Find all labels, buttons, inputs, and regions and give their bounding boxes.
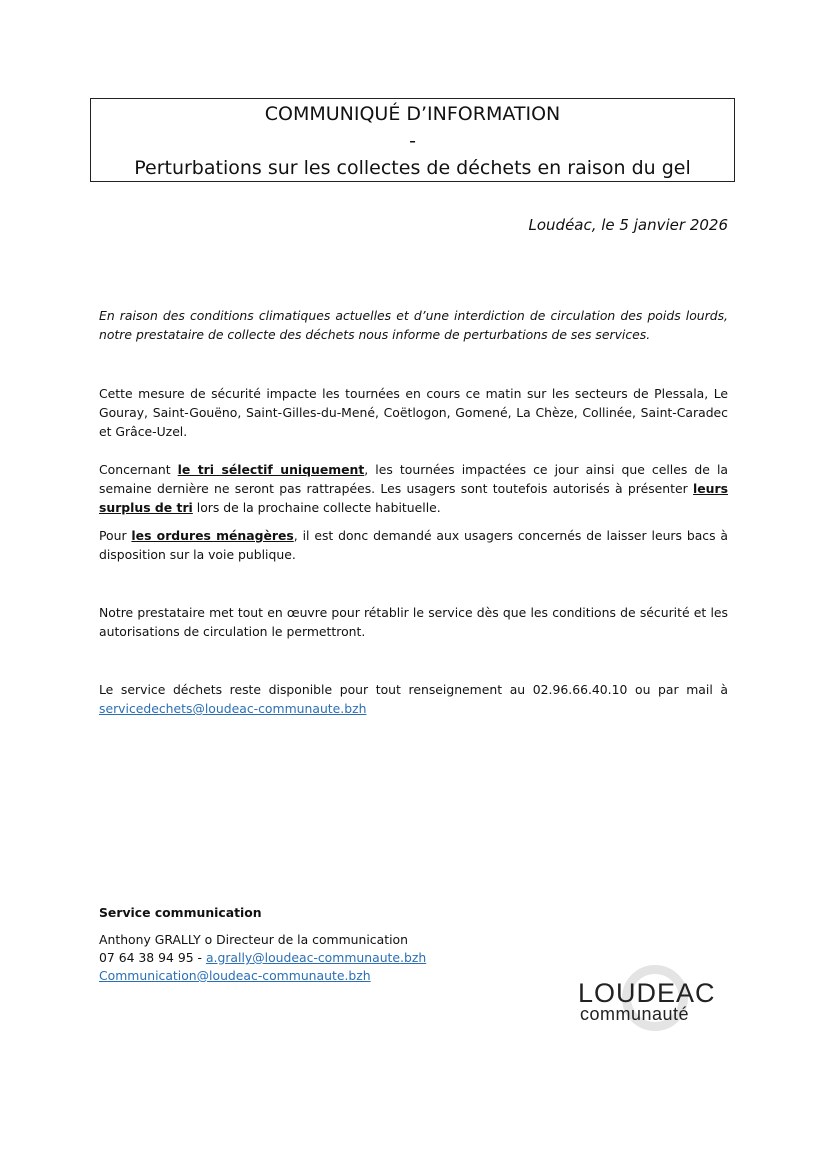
document-date: Loudéac, le 5 janvier 2026 <box>528 216 728 234</box>
paragraph-sectors: Cette mesure de sécurité impacte les tournées en cours ce matin sur les secteurs de Plessala, Le Gouray, Saint-Gouëno, Saint-Gilles-du-Mené, Coëtlogon, Gomené, La Chèze, Collinée, Saint-Caradec et Grâce-Uzel. <box>99 386 728 439</box>
signature-title: Service communication <box>99 905 262 920</box>
p4-text-a: Pour <box>99 528 132 543</box>
paragraph-ordures <box>99 526 728 564</box>
p3-text-e: lors de la prochaine collecte habituelle. <box>192 500 441 515</box>
p3-text-c: , les tournées impactées ce jour ainsi que celles de la semaine dernière ne seront pas rattrapées. Les usagers sont toutefois autorisés à présenter <box>99 462 728 496</box>
paragraph-tri-selectif <box>99 460 728 517</box>
loudeac-communaute-logo <box>572 965 742 1040</box>
signature-name: Anthony GRALLY o Directeur de la communication <box>99 932 408 947</box>
document-subtitle: Perturbations sur les collectes de déchets en raison du gel <box>134 157 691 179</box>
service-dechets-email-link[interactable]: servicedechets@loudeac-communaute.bzh <box>99 701 367 716</box>
p4-text-c: , il est donc demandé aux usagers concernés de laisser leurs bacs à disposition sur la voie publique. <box>99 528 729 562</box>
p6-text: Le service déchets reste disponible pour tout renseignement au 02.96.66.40.10 ou par mail à <box>99 682 728 697</box>
document-title: COMMUNIQUÉ D’INFORMATION <box>264 103 561 125</box>
paragraph-intro: En raison des conditions climatiques actuelles et d’une interdiction de circulation des poids lourds, notre prestataire de collecte des déchets nous informe de perturbations de ses services. <box>99 308 728 342</box>
tri-selectif-emphasis: le tri sélectif uniquement <box>177 462 365 477</box>
paragraph-service-restore: Notre prestataire met tout en œuvre pour rétablir le service dès que les conditions de sécurité et les autorisations de circulation le permettront. <box>99 605 728 639</box>
signature-phone: 07 64 38 94 95 - <box>99 950 206 965</box>
logo-main-text: LOUDEAC <box>578 978 716 1008</box>
logo-sub-text: communauté <box>580 1004 690 1024</box>
signature-phone-line <box>99 949 426 967</box>
signature-email2-line <box>99 967 426 985</box>
signature-email-link[interactable]: a.grally@loudeac-communaute.bzh <box>205 950 427 965</box>
paragraph-contact <box>99 680 728 718</box>
p3-text-a: Concernant <box>99 462 178 477</box>
title-box <box>90 98 735 182</box>
signature-block <box>99 904 426 985</box>
title-separator: - <box>409 130 416 152</box>
ordures-emphasis: les ordures ménagères <box>131 528 294 543</box>
communication-email-link[interactable]: Communication@loudeac-communaute.bzh <box>99 968 371 983</box>
surplus-tri-emphasis: leurs surplus de tri <box>99 481 728 515</box>
